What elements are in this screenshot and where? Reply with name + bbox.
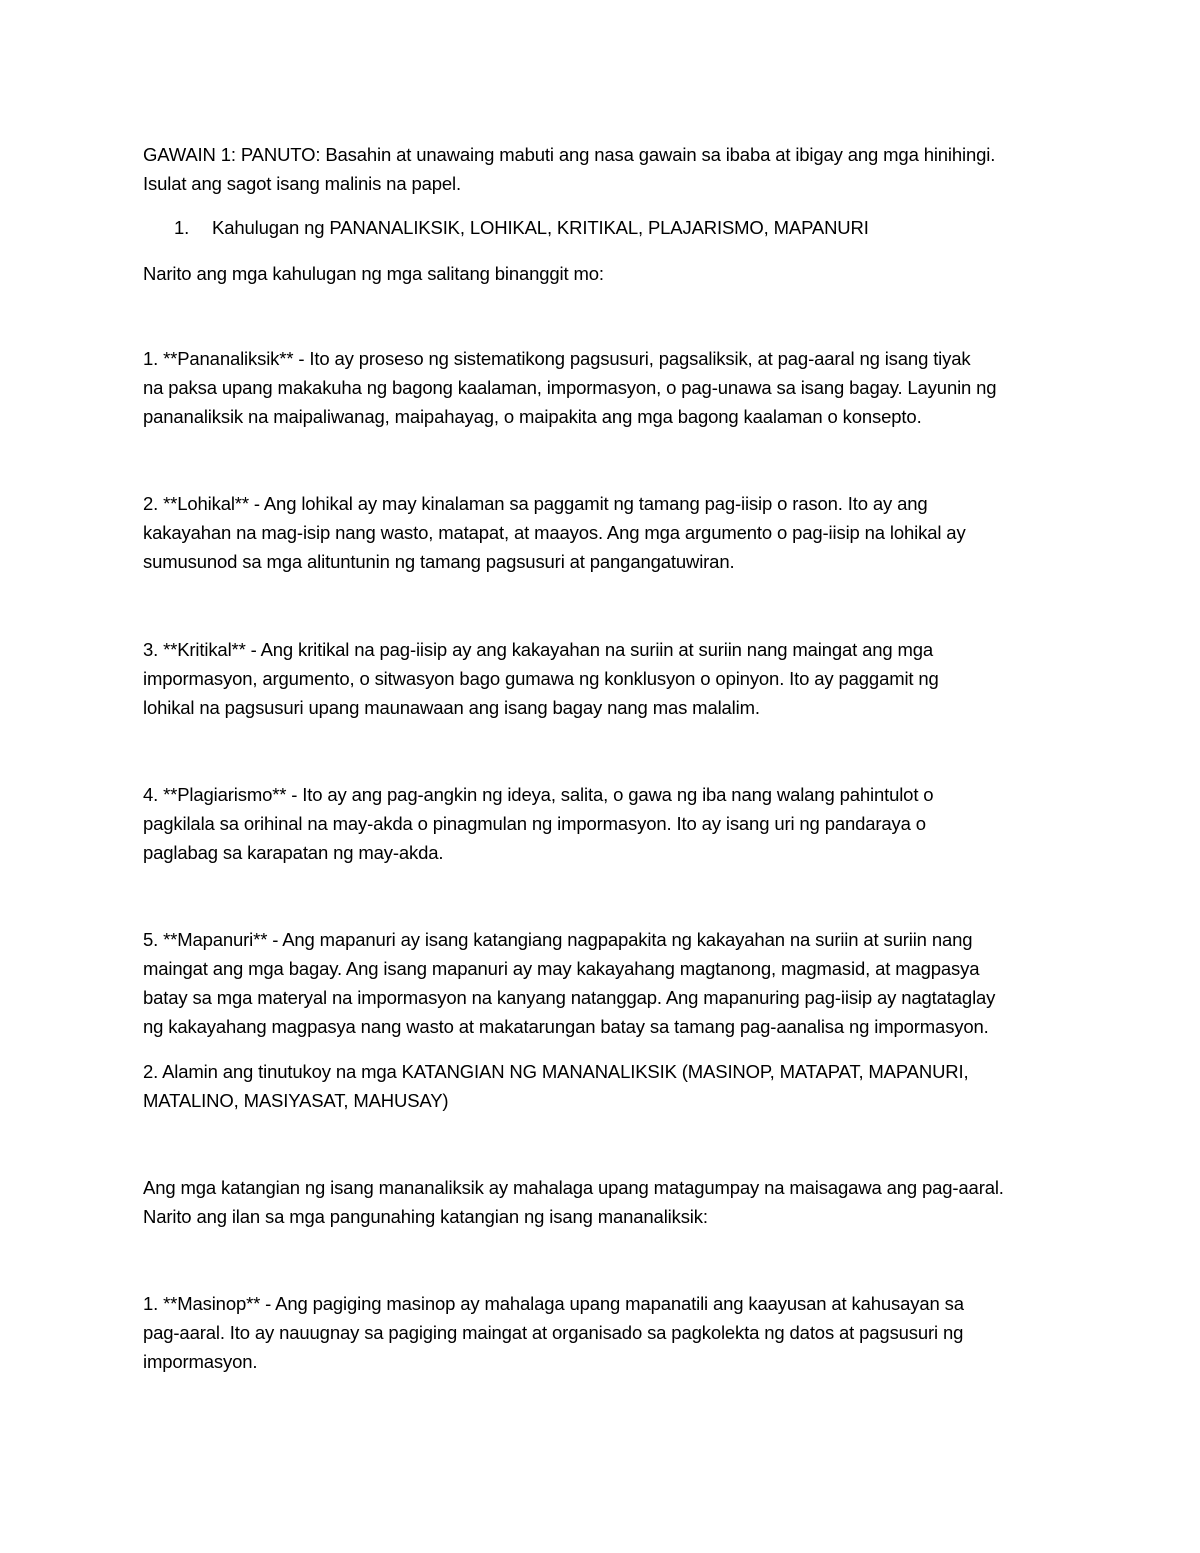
numbered-item-1-number: 1.	[174, 217, 190, 238]
trait-1-line-2: pag-aaral. Ito ay nauugnay sa pagiging maingat at organisado sa pagkolekta ng datos at pagsusuri ng	[143, 1322, 964, 1343]
definition-2-line-3: sumusunod sa mga alituntunin ng tamang pagsusuri at pangangatuwiran.	[143, 551, 735, 572]
intro-2-line-1: Ang mga katangian ng isang mananaliksik ay mahalaga upang matagumpay na maisagawa ang pag-aaral.	[143, 1177, 1004, 1198]
definition-2-line-1: 2. **Lohikal** - Ang lohikal ay may kinalaman sa paggamit ng tamang pag-iisip o rason. Ito ay ang	[143, 493, 928, 514]
definition-1-line-3: pananaliksik na maipaliwanag, maipahayag, o maipakita ang mga bagong kaalaman o konsepto.	[143, 406, 922, 427]
definition-3-line-2: impormasyon, argumento, o sitwasyon bago gumawa ng konklusyon o opinyon. Ito ay paggamit ng	[143, 668, 939, 689]
definition-2-line-2: kakayahan na mag-isip nang wasto, matapat, at maayos. Ang mga argumento o pag-iisip na lohikal ay	[143, 522, 966, 543]
item-2-line-1: 2. Alamin ang tinutukoy na mga KATANGIAN NG MANANALIKSIK (MASINOP, MATAPAT, MAPANURI,	[143, 1061, 969, 1082]
definition-1-line-2: na paksa upang makakuha ng bagong kaalaman, impormasyon, o pag-unawa sa isang bagay. Layunin ng	[143, 377, 997, 398]
numbered-item-1	[174, 214, 869, 242]
definition-4-line-3: paglabag sa karapatan ng may-akda.	[143, 842, 444, 863]
trait-1-line-3: impormasyon.	[143, 1351, 258, 1372]
definition-3-line-3: lohikal na pagsusuri upang maunawaan ang isang bagay nang mas malalim.	[143, 697, 760, 718]
intro-line: Narito ang mga kahulugan ng mga salitang binanggit mo:	[143, 263, 604, 284]
definition-4-line-2: pagkilala sa orihinal na may-akda o pinagmulan ng impormasyon. Ito ay isang uri ng pandaraya o	[143, 813, 926, 834]
instructions-line-2: Isulat ang sagot isang malinis na papel.	[143, 173, 461, 194]
numbered-item-1-text: Kahulugan ng PANANALIKSIK, LOHIKAL, KRITIKAL, PLAJARISMO, MAPANURI	[212, 217, 869, 238]
definition-5-line-2: maingat ang mga bagay. Ang isang mapanuri ay may kakayahang magtanong, magmasid, at magpasya	[143, 958, 980, 979]
definition-1-line-1: 1. **Pananaliksik** - Ito ay proseso ng sistematikong pagsusuri, pagsaliksik, at pag-aaral ng isang tiyak	[143, 348, 971, 369]
definition-5-line-4: ng kakayahang magpasya nang wasto at makatarungan batay sa tamang pag-aanalisa ng impormasyon.	[143, 1016, 989, 1037]
instructions-line-1: GAWAIN 1: PANUTO: Basahin at unawaing mabuti ang nasa gawain sa ibaba at ibigay ang mga hinihingi.	[143, 144, 996, 165]
intro-2-line-2: Narito ang ilan sa mga pangunahing katangian ng isang mananaliksik:	[143, 1206, 708, 1227]
definition-5-line-3: batay sa mga materyal na impormasyon na kanyang natanggap. Ang mapanuring pag-iisip ay nagtataglay	[143, 987, 996, 1008]
definition-5-line-1: 5. **Mapanuri** - Ang mapanuri ay isang katangiang nagpapakita ng kakayahan na suriin at suriin nang	[143, 929, 973, 950]
definition-4-line-1: 4. **Plagiarismo** - Ito ay ang pag-angkin ng ideya, salita, o gawa ng iba nang walang pahintulot o	[143, 784, 934, 805]
definition-3-line-1: 3. **Kritikal** - Ang kritikal na pag-iisip ay ang kakayahan na suriin at suriin nang maingat ang mga	[143, 639, 934, 660]
item-2-line-2: MATALINO, MASIYASAT, MAHUSAY)	[143, 1090, 449, 1111]
trait-1-line-1: 1. **Masinop** - Ang pagiging masinop ay mahalaga upang mapanatili ang kaayusan at kahusayan sa	[143, 1293, 964, 1314]
